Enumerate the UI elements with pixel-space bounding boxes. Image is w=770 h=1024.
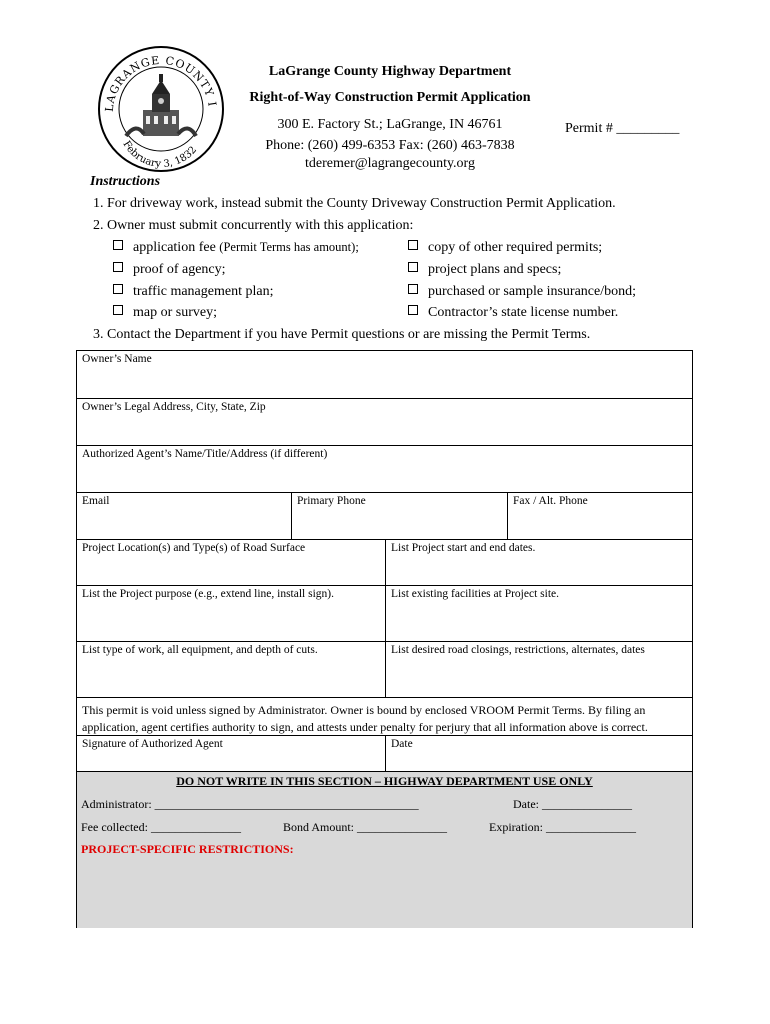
start-end-dates-field[interactable] [385, 539, 692, 585]
bond-amount-line: Bond Amount: _______________ [283, 820, 448, 834]
checklist-item-agency [113, 262, 226, 278]
checklist-label: map or survey; [133, 305, 217, 320]
office-use-heading: DO NOT WRITE IN THIS SECTION – HIGHWAY DEPARTMENT USE ONLY [176, 774, 593, 788]
checkbox-icon[interactable] [408, 305, 418, 315]
instruction-item-2: 2. Owner must submit concurrently with this application: [93, 218, 414, 233]
checkbox-icon[interactable] [113, 284, 123, 294]
fee-collected-line: Fee collected: _______________ [81, 820, 241, 834]
authorized-agent-field[interactable] [77, 445, 692, 492]
email-field[interactable] [77, 492, 291, 539]
administrator-line: Administrator: ____________________________________________ [81, 797, 419, 811]
checkbox-icon[interactable] [113, 240, 123, 250]
field-label: Email [82, 495, 110, 507]
field-label: Authorized Agent’s Name/Title/Address (if different) [82, 448, 328, 460]
checkbox-icon[interactable] [408, 284, 418, 294]
notice-line-2: application, agent certifies authority to sign, and attests under penalty for perjury that all information above is correct. [82, 720, 648, 734]
field-label: List existing facilities at Project site. [391, 588, 559, 600]
checklist-label: proof of agency; [133, 262, 226, 277]
department-email: tderemer@lagrangecounty.org [305, 156, 475, 171]
checklist-label: copy of other required permits; [428, 240, 603, 255]
instructions-heading: Instructions [90, 174, 161, 189]
courthouse-icon [126, 74, 196, 136]
field-label: List desired road closings, restrictions, alternates, dates [391, 644, 645, 656]
field-label: Owner’s Name [82, 353, 152, 365]
checklist-item-traffic-plan [113, 284, 273, 300]
checklist-label: traffic management plan; [133, 284, 274, 299]
fax-alt-phone-field[interactable] [507, 492, 692, 539]
checklist-label: purchased or sample insurance/bond; [428, 284, 636, 299]
project-purpose-field[interactable] [77, 585, 385, 641]
owner-address-field[interactable] [77, 398, 692, 445]
office-use-section [77, 771, 692, 928]
checklist-item-other-permits [408, 240, 602, 256]
field-label: Owner’s Legal Address, City, State, Zip [82, 401, 266, 413]
checklist-item-fee [113, 240, 359, 256]
department-phone-fax: Phone: (260) 499-6353 Fax: (260) 463-7838 [265, 138, 515, 153]
seal-date-text: February 3, 1832 [120, 139, 200, 170]
checklist-item-license [408, 305, 618, 321]
checklist-label: Contractor’s state license number. [428, 305, 619, 320]
field-label: Signature of Authorized Agent [82, 738, 223, 750]
department-address: 300 E. Factory St.; LaGrange, IN 46761 [277, 117, 503, 132]
instruction-item-1: 1. For driveway work, instead submit the County Driveway Construction Permit Application. [93, 196, 616, 211]
primary-phone-field[interactable] [291, 492, 507, 539]
checklist-label: application fee [133, 240, 216, 255]
road-closings-field[interactable] [385, 641, 692, 697]
checkbox-icon[interactable] [113, 262, 123, 272]
checklist-item-map [113, 305, 217, 321]
instruction-item-3: 3. Contact the Department if you have Permit questions or are missing the Permit Terms. [93, 327, 591, 342]
field-label: Primary Phone [297, 495, 366, 507]
checklist-label: project plans and specs; [428, 262, 562, 277]
checkbox-icon[interactable] [408, 240, 418, 250]
expiration-line: Expiration: _______________ [489, 820, 636, 834]
field-label: List type of work, all equipment, and depth of cuts. [82, 644, 318, 656]
notice-line-1: This permit is void unless signed by Administrator. Owner is bound by enclosed VROOM Permit Terms. By filing an [82, 703, 646, 717]
fee-note: (Permit Terms has amount); [219, 240, 359, 254]
form-subtitle: Right-of-Way Construction Permit Application [249, 90, 531, 105]
project-location-field[interactable] [77, 539, 385, 585]
application-form [76, 350, 693, 928]
seal-arc-text: LAGRANGE COUNTY I [102, 53, 219, 113]
signature-date-field[interactable] [385, 735, 692, 771]
department-title: LaGrange County Highway Department [268, 64, 512, 79]
field-label: Project Location(s) and Type(s) of Road Surface [82, 542, 306, 554]
field-label: Date [391, 738, 413, 750]
checklist-item-plans [408, 262, 561, 278]
signature-field[interactable] [77, 735, 385, 771]
work-type-field[interactable] [77, 641, 385, 697]
checkbox-icon[interactable] [408, 262, 418, 272]
checkbox-icon[interactable] [113, 305, 123, 315]
checklist-item-insurance [408, 284, 636, 300]
field-label: List the Project purpose (e.g., extend line, install sign). [82, 588, 334, 600]
permit-notice [77, 697, 692, 735]
permit-number-field[interactable]: Permit # _________ [565, 121, 680, 136]
owner-name-field[interactable] [77, 351, 692, 398]
admin-date-line: Date: _______________ [513, 797, 632, 811]
existing-facilities-field[interactable] [385, 585, 692, 641]
field-label: List Project start and end dates. [391, 542, 536, 554]
project-restrictions-label: PROJECT-SPECIFIC RESTRICTIONS: [81, 842, 294, 856]
field-label: Fax / Alt. Phone [513, 495, 588, 507]
